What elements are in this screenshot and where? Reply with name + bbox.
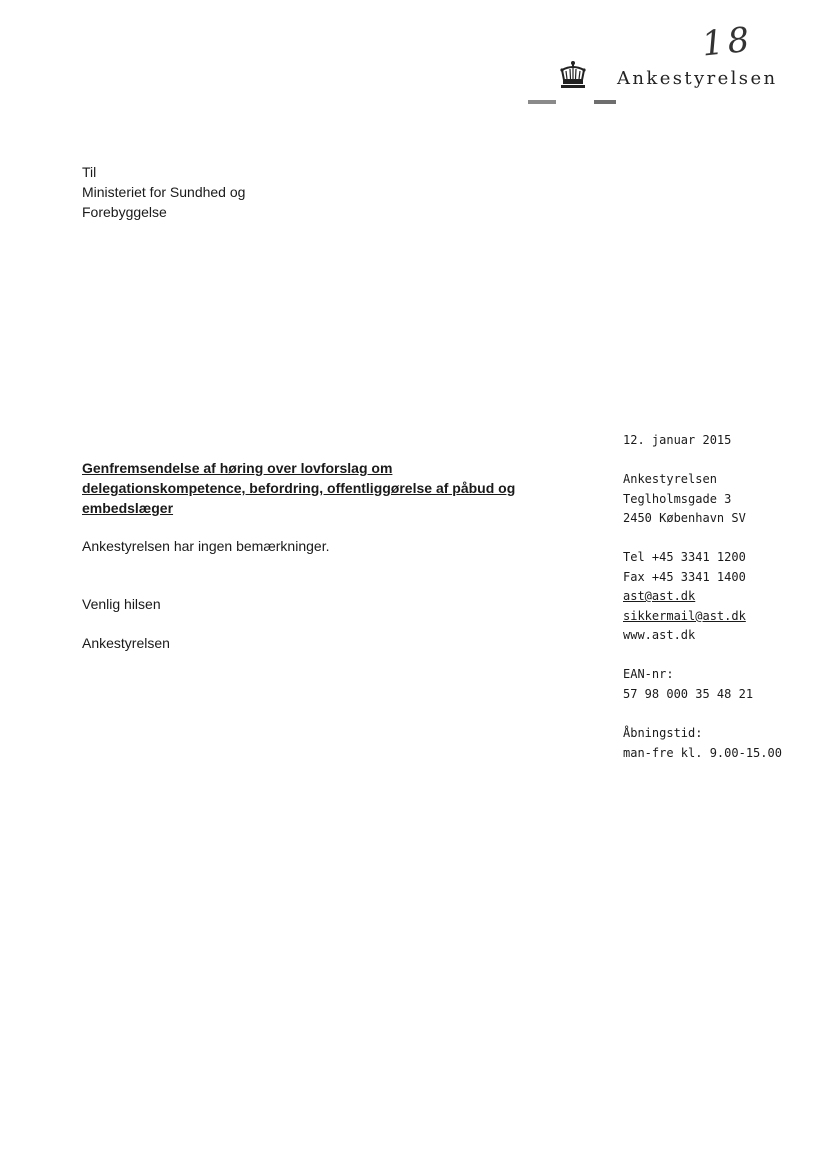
secure-email-link[interactable]: sikkermail@ast.dk xyxy=(623,608,746,623)
website-link[interactable]: www.ast.dk xyxy=(623,628,696,642)
tel-number: Tel +45 3341 1200 xyxy=(623,550,746,564)
subject-line: delegationskompetence, befordring, offentliggørelse af påbud og xyxy=(82,480,516,496)
address-line: 2450 København SV xyxy=(623,511,746,525)
ean-value: 57 98 000 35 48 21 xyxy=(623,686,754,701)
ean-label: EAN-nr: xyxy=(623,667,674,681)
closing-greeting: Venlig hilsen xyxy=(82,596,161,612)
address-line: Teglholmsgade 3 xyxy=(623,491,732,506)
opening-hours-value: man-fre kl. 9.00-15.00 xyxy=(623,745,782,760)
address-line: Ankestyrelsen xyxy=(623,472,717,486)
recipient-line: Til xyxy=(82,164,97,180)
crown-logo-icon xyxy=(558,60,588,90)
subject-line: Genfremsendelse af høring over lovforslag om xyxy=(82,460,393,476)
contact-block xyxy=(623,548,746,646)
recipient-line: Ministeriet for Sundhed og xyxy=(82,184,246,200)
email-link[interactable]: ast@ast.dk xyxy=(623,589,696,603)
opening-hours-block xyxy=(623,724,782,763)
logo-bar-left xyxy=(528,100,556,104)
recipient-line: Forebyggelse xyxy=(82,204,167,220)
signature: Ankestyrelsen xyxy=(82,635,170,651)
handwritten-page-number: 18 xyxy=(700,19,756,65)
subject-line: embedslæger xyxy=(82,500,174,516)
body-statement: Ankestyrelsen har ingen bemærkninger. xyxy=(82,538,330,554)
opening-hours-label: Åbningstid: xyxy=(623,726,703,740)
ean-block xyxy=(623,665,753,704)
letter-date: 12. januar 2015 xyxy=(623,433,732,447)
logo-bar-right xyxy=(594,100,616,104)
recipient-block xyxy=(82,162,245,222)
sender-address xyxy=(623,470,746,529)
fax-number: Fax +45 3341 1400 xyxy=(623,569,746,584)
letter-subject xyxy=(82,458,602,518)
brand-name: Ankestyrelsen xyxy=(617,68,778,89)
